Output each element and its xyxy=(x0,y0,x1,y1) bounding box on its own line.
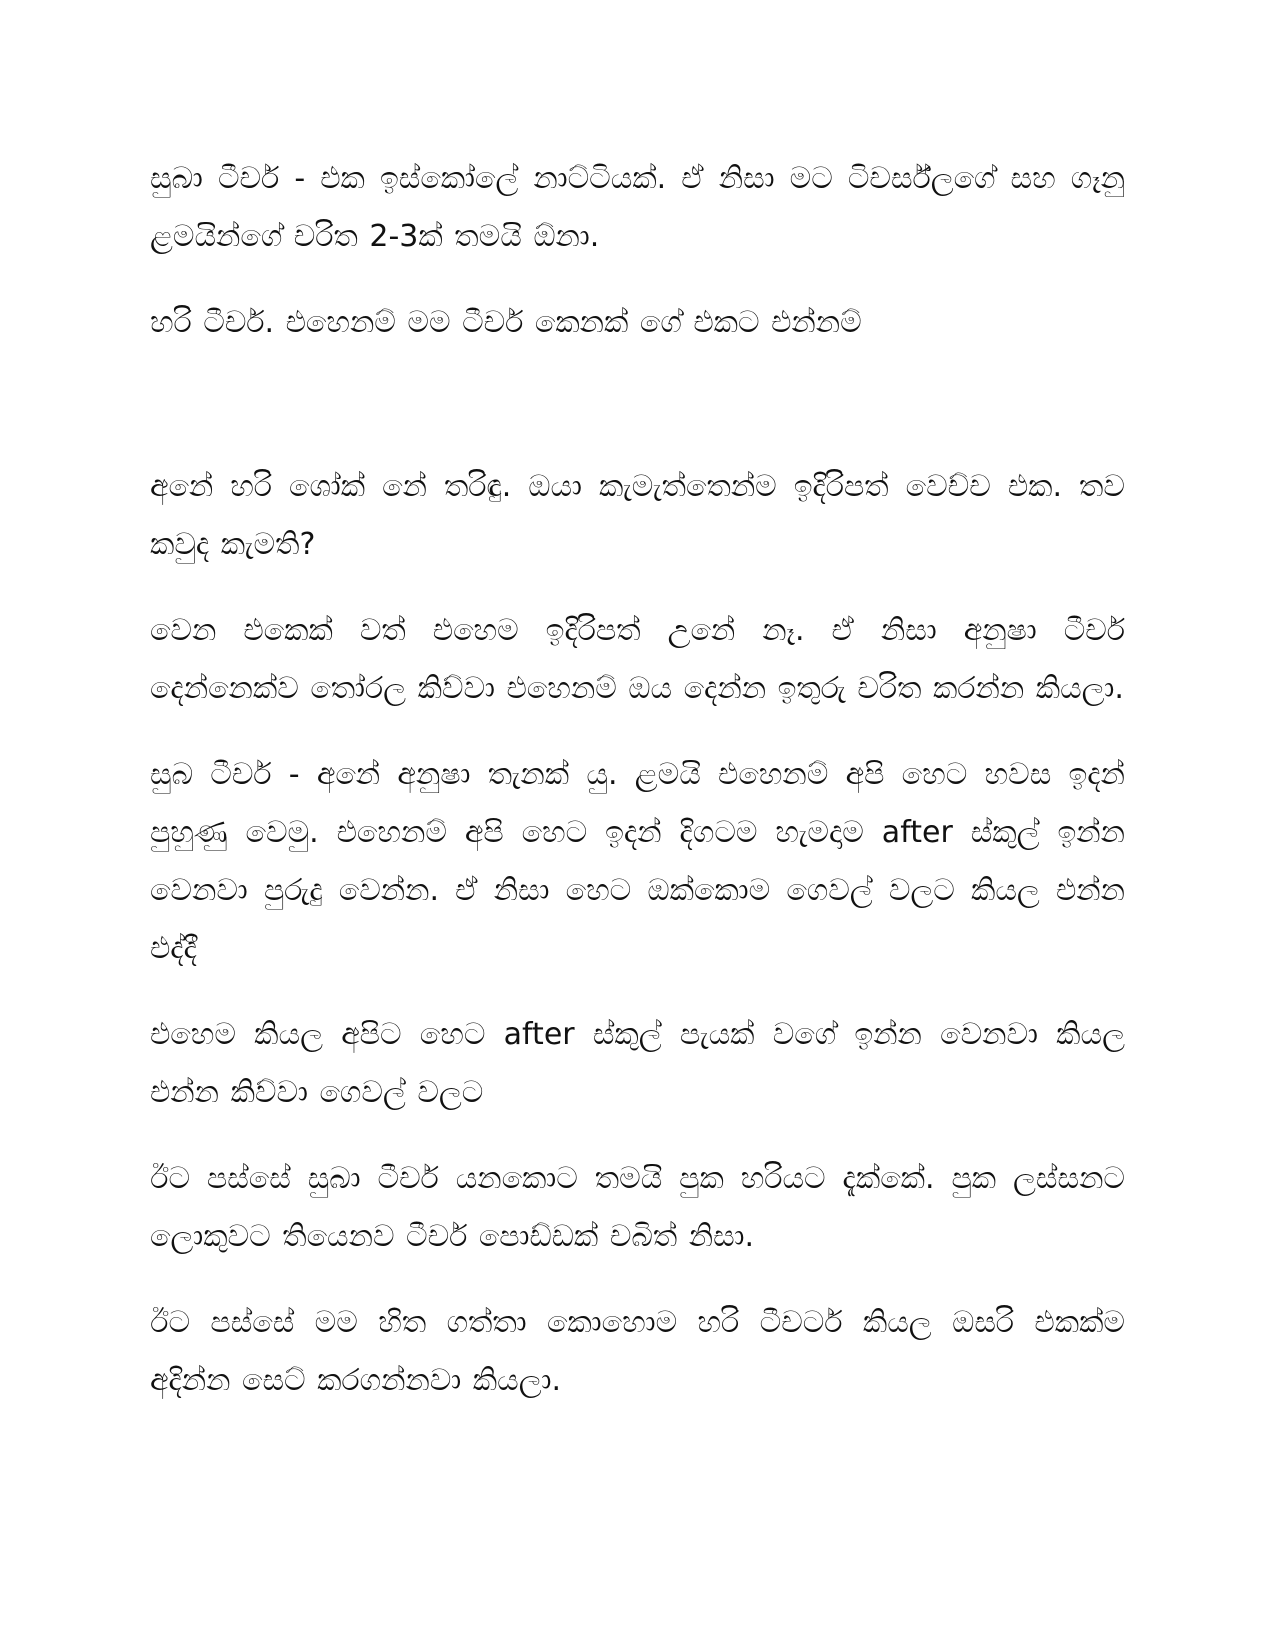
paragraph-1: සුබා ටීචර් - එක ඉස්කෝලේ නාට්ටියක්. ඒ නිසා මට ටිචර්ස්ලගේ සහ ගෑනු ළමයින්ගේ චරිත 2-3ක් තමයි ඕනා. xyxy=(150,161,1125,254)
paragraph-6: එහෙම කියල අපිට හෙට after ස්කුල් පැයක් වගේ ඉන්න වෙනවා කියල එන්න කිව්වා ගෙවල් වලට xyxy=(150,1017,1125,1110)
paragraph-7: ඊට පස්සේ සුබා ටීචර් යනකොට තමයි පුක හරියට දැක්කේ. පුක ලස්සනට ලොකුවට තියෙනව ටීචර් පොඩ්ඩක් චබිත් නිසා. xyxy=(150,1161,1125,1254)
text-column xyxy=(150,150,1125,1438)
paragraph-8: ඊට පස්සේ මම හිත ගත්තා කොහොම හරි ටීචර්ට කියල ඔසරි එකක්ම අදින්න සෙට් කරගන්නවා කියලා. xyxy=(150,1305,1125,1398)
paragraph-2: හරි ටීචර්. එහෙනම් මම ටීචර් කෙනක් ගේ එකට එන්නම් xyxy=(150,305,862,340)
paragraph-5: සුබ ටීචර් - අනේ අනුෂා තැනක් යු. ළමයි එහෙනම් අපි හෙට හවස ඉදන් පුහුණු වෙමු. එහෙනම් අපි හෙට ඉදන් දිගටම හැමදාම after ස්කුල් ඉන්න වෙනවා පුරුදු වෙන්න. ඒ නිසා හෙට ඔක්කොම ගෙවල් වලට කියල එන්න එද්දී xyxy=(150,757,1125,966)
blank-gap xyxy=(150,380,1125,458)
paragraph-3: අනේ හරි ශෝක් නේ තරිඳු. ඔයා කැමැත්තෙන්ම ඉදිරිපත් වෙච්ච එක. තව කවුද කැමති? xyxy=(150,469,1125,562)
paragraph-4: වෙන එකෙක් වත් එහෙම ඉදිරිපත් උනේ නෑ. ඒ නිසා අනුෂා ටීචර් දෙන්නෙක්ව තෝරල කිව්වා එහෙනම් ඔය දෙන්න ඉතුරු චරිත කරන්න කියලා. xyxy=(150,613,1125,706)
